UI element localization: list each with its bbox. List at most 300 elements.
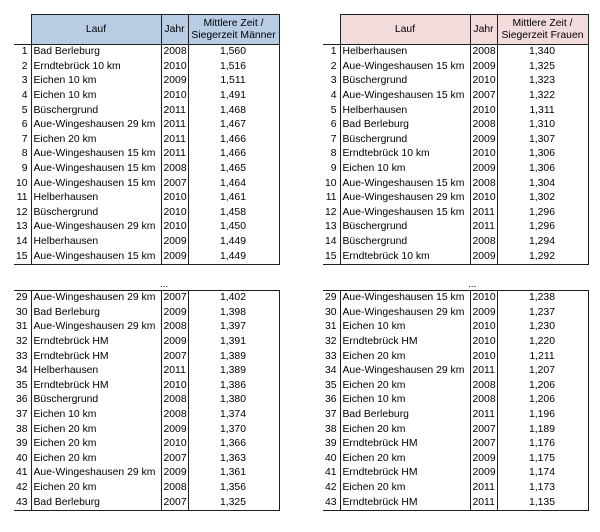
table-row bbox=[14, 89, 279, 104]
zeit-cell: 1,560 bbox=[188, 45, 279, 60]
jahr-cell: 2011 bbox=[470, 408, 497, 423]
table-row bbox=[323, 235, 588, 250]
zeit-cell: 1,458 bbox=[188, 206, 279, 221]
zeit-cell: 1,189 bbox=[497, 422, 588, 437]
table-row bbox=[323, 481, 588, 496]
rank-cell: 29 bbox=[14, 291, 31, 306]
lauf-cell: Eichen 20 km bbox=[340, 422, 470, 437]
rank-cell: 35 bbox=[323, 379, 340, 394]
zeit-cell: 1,230 bbox=[497, 320, 588, 335]
jahr-cell: 2007 bbox=[161, 176, 188, 191]
lauf-cell: Eichen 20 km bbox=[31, 452, 161, 467]
lauf-cell: Aue-Wingeshausen 29 km bbox=[340, 306, 470, 321]
table-row bbox=[14, 349, 279, 364]
zeit-cell: 1,449 bbox=[188, 249, 279, 264]
lauf-cell: Eichen 10 km bbox=[340, 162, 470, 177]
rank-cell: 37 bbox=[14, 408, 31, 423]
table-row bbox=[14, 162, 279, 177]
lauf-cell: Aue-Wingeshausen 29 km bbox=[31, 291, 161, 306]
table-row bbox=[323, 408, 588, 423]
rank-cell: 3 bbox=[323, 74, 340, 89]
lauf-cell: Eichen 20 km bbox=[31, 437, 161, 452]
zeit-cell: 1,325 bbox=[188, 495, 279, 510]
rank-cell: 2 bbox=[323, 60, 340, 75]
men-bottom-table bbox=[14, 290, 280, 511]
lauf-cell: Aue-Wingeshausen 15 km bbox=[31, 147, 161, 162]
zeit-cell: 1,310 bbox=[497, 118, 588, 133]
jahr-cell: 2010 bbox=[161, 60, 188, 75]
lauf-cell: Bad Berleburg bbox=[340, 118, 470, 133]
zeit-cell: 1,461 bbox=[188, 191, 279, 206]
rank-cell: 8 bbox=[14, 147, 31, 162]
men-top-body bbox=[14, 15, 279, 265]
rank-cell: 36 bbox=[323, 393, 340, 408]
lauf-cell: Bad Berleburg bbox=[31, 45, 161, 60]
jahr-cell: 2010 bbox=[470, 320, 497, 335]
rank-cell: 11 bbox=[323, 191, 340, 206]
table-row bbox=[323, 249, 588, 264]
jahr-cell: 2011 bbox=[470, 206, 497, 221]
zeit-cell: 1,340 bbox=[497, 45, 588, 60]
lauf-cell: Eichen 10 km bbox=[31, 89, 161, 104]
rank-cell: 40 bbox=[14, 452, 31, 467]
lauf-cell: Bad Berleburg bbox=[31, 306, 161, 321]
rank-cell: 4 bbox=[14, 89, 31, 104]
jahr-cell: 2007 bbox=[470, 422, 497, 437]
zeit-cell: 1,220 bbox=[497, 335, 588, 350]
jahr-cell: 2009 bbox=[161, 466, 188, 481]
zeit-cell: 1,391 bbox=[188, 335, 279, 350]
table-row bbox=[14, 320, 279, 335]
zeit-cell: 1,306 bbox=[497, 147, 588, 162]
rank-cell: 7 bbox=[323, 133, 340, 148]
zeit-cell: 1,296 bbox=[497, 220, 588, 235]
rank-cell: 13 bbox=[14, 220, 31, 235]
lauf-cell: Aue-Wingeshausen 15 km bbox=[31, 176, 161, 191]
zeit-cell: 1,292 bbox=[497, 249, 588, 264]
zeit-cell: 1,466 bbox=[188, 133, 279, 148]
table-row bbox=[14, 220, 279, 235]
table-row bbox=[14, 452, 279, 467]
table-row bbox=[14, 45, 279, 60]
zeit-cell: 1,464 bbox=[188, 176, 279, 191]
jahr-cell: 2011 bbox=[470, 481, 497, 496]
men-top-table bbox=[14, 14, 280, 265]
rank-cell: 43 bbox=[323, 495, 340, 510]
lauf-cell: Erndtebrück HM bbox=[31, 349, 161, 364]
zeit-cell: 1,466 bbox=[188, 147, 279, 162]
jahr-cell: 2010 bbox=[470, 335, 497, 350]
table-row bbox=[323, 220, 588, 235]
jahr-cell: 2009 bbox=[470, 452, 497, 467]
table-row bbox=[14, 191, 279, 206]
zeit-cell: 1,491 bbox=[188, 89, 279, 104]
jahr-cell: 2011 bbox=[470, 220, 497, 235]
table-row bbox=[14, 306, 279, 321]
jahr-cell: 2009 bbox=[470, 466, 497, 481]
lauf-cell: Eichen 20 km bbox=[340, 379, 470, 394]
jahr-cell: 2011 bbox=[161, 103, 188, 118]
jahr-cell: 2010 bbox=[470, 291, 497, 306]
jahr-cell: 2009 bbox=[470, 306, 497, 321]
lauf-cell: Erndtebrück 10 km bbox=[340, 249, 470, 264]
rank-cell: 39 bbox=[323, 437, 340, 452]
rank-cell: 1 bbox=[323, 45, 340, 60]
lauf-cell: Büschergrund bbox=[31, 206, 161, 221]
jahr-cell: 2008 bbox=[161, 162, 188, 177]
table-row bbox=[323, 335, 588, 350]
jahr-cell: 2008 bbox=[470, 176, 497, 191]
table-row bbox=[14, 466, 279, 481]
zeit-cell: 1,386 bbox=[188, 379, 279, 394]
jahr-cell: 2008 bbox=[161, 45, 188, 60]
rank-cell: 29 bbox=[323, 291, 340, 306]
men-bottom-body bbox=[14, 291, 279, 511]
rank-cell: 5 bbox=[323, 103, 340, 118]
jahr-cell: 2010 bbox=[470, 147, 497, 162]
jahr-cell: 2009 bbox=[161, 306, 188, 321]
rank-cell: 1 bbox=[14, 45, 31, 60]
zeit-cell: 1,294 bbox=[497, 235, 588, 250]
zeit-cell: 1,361 bbox=[188, 466, 279, 481]
table-row bbox=[14, 249, 279, 264]
table-row bbox=[14, 495, 279, 510]
zeit-cell: 1,370 bbox=[188, 422, 279, 437]
jahr-cell: 2010 bbox=[161, 220, 188, 235]
lauf-cell: Aue-Wingeshausen 15 km bbox=[31, 249, 161, 264]
zeit-cell: 1,325 bbox=[497, 60, 588, 75]
table-row bbox=[14, 118, 279, 133]
jahr-cell: 2011 bbox=[161, 118, 188, 133]
zeit-cell: 1,176 bbox=[497, 437, 588, 452]
zeit-cell: 1,173 bbox=[497, 481, 588, 496]
rank-cell: 39 bbox=[14, 437, 31, 452]
zeit-cell: 1,296 bbox=[497, 206, 588, 221]
lauf-cell: Erndtebrück HM bbox=[31, 379, 161, 394]
rank-cell: 14 bbox=[14, 235, 31, 250]
women-bottom-body bbox=[323, 291, 588, 511]
jahr-cell: 2009 bbox=[470, 60, 497, 75]
lauf-cell: Aue-Wingeshausen 29 km bbox=[31, 466, 161, 481]
table-row bbox=[14, 335, 279, 350]
zeit-cell: 1,206 bbox=[497, 379, 588, 394]
lauf-cell: Erndtebrück HM bbox=[31, 335, 161, 350]
lauf-cell: Erndtebrück 10 km bbox=[31, 60, 161, 75]
table-row bbox=[14, 176, 279, 191]
men-ellipsis: ... bbox=[160, 279, 169, 290]
table-row bbox=[323, 320, 588, 335]
jahr-cell: 2010 bbox=[470, 74, 497, 89]
header-lauf: Lauf bbox=[340, 15, 470, 45]
zeit-cell: 1,363 bbox=[188, 452, 279, 467]
jahr-cell: 2008 bbox=[470, 45, 497, 60]
rank-cell: 15 bbox=[323, 249, 340, 264]
rank-cell: 31 bbox=[14, 320, 31, 335]
jahr-cell: 2010 bbox=[161, 437, 188, 452]
jahr-cell: 2011 bbox=[470, 364, 497, 379]
jahr-cell: 2007 bbox=[161, 452, 188, 467]
zeit-cell: 1,207 bbox=[497, 364, 588, 379]
lauf-cell: Aue-Wingeshausen 29 km bbox=[31, 118, 161, 133]
table-row bbox=[14, 481, 279, 496]
jahr-cell: 2011 bbox=[470, 495, 497, 510]
lauf-cell: Helberhausen bbox=[340, 103, 470, 118]
zeit-cell: 1,356 bbox=[188, 481, 279, 496]
rank-cell: 30 bbox=[323, 306, 340, 321]
table-row bbox=[14, 206, 279, 221]
rank-cell: 10 bbox=[323, 176, 340, 191]
table-row bbox=[14, 60, 279, 75]
zeit-cell: 1,302 bbox=[497, 191, 588, 206]
rank-cell: 34 bbox=[14, 364, 31, 379]
jahr-cell: 2007 bbox=[161, 291, 188, 306]
lauf-cell: Büschergrund bbox=[340, 235, 470, 250]
rank-cell: 6 bbox=[323, 118, 340, 133]
jahr-cell: 2011 bbox=[161, 147, 188, 162]
table-row bbox=[323, 118, 588, 133]
zeit-cell: 1,175 bbox=[497, 452, 588, 467]
jahr-cell: 2008 bbox=[470, 393, 497, 408]
table-row bbox=[323, 45, 588, 60]
rank-cell: 41 bbox=[14, 466, 31, 481]
header-jahr: Jahr bbox=[470, 15, 497, 45]
table-row bbox=[323, 349, 588, 364]
lauf-cell: Helberhausen bbox=[340, 45, 470, 60]
zeit-cell: 1,465 bbox=[188, 162, 279, 177]
zeit-cell: 1,196 bbox=[497, 408, 588, 423]
rank-cell: 2 bbox=[14, 60, 31, 75]
lauf-cell: Bad Berleburg bbox=[31, 495, 161, 510]
zeit-cell: 1,311 bbox=[497, 103, 588, 118]
lauf-cell: Büschergrund bbox=[340, 133, 470, 148]
rank-cell: 8 bbox=[323, 147, 340, 162]
lauf-cell: Aue-Wingeshausen 15 km bbox=[340, 60, 470, 75]
jahr-cell: 2008 bbox=[470, 118, 497, 133]
zeit-cell: 1,467 bbox=[188, 118, 279, 133]
jahr-cell: 2010 bbox=[470, 349, 497, 364]
zeit-cell: 1,304 bbox=[497, 176, 588, 191]
rank-cell: 5 bbox=[14, 103, 31, 118]
rank-cell: 9 bbox=[323, 162, 340, 177]
lauf-cell: Aue-Wingeshausen 15 km bbox=[340, 176, 470, 191]
table-row bbox=[14, 422, 279, 437]
table-row bbox=[14, 147, 279, 162]
rank-cell: 31 bbox=[323, 320, 340, 335]
table-row bbox=[323, 364, 588, 379]
rank-cell: 38 bbox=[14, 422, 31, 437]
zeit-cell: 1,397 bbox=[188, 320, 279, 335]
rank-cell: 10 bbox=[14, 176, 31, 191]
table-row bbox=[323, 191, 588, 206]
jahr-cell: 2009 bbox=[470, 133, 497, 148]
lauf-cell: Helberhausen bbox=[31, 235, 161, 250]
rank-cell: 9 bbox=[14, 162, 31, 177]
rank-cell: 13 bbox=[323, 220, 340, 235]
lauf-cell: Eichen 20 km bbox=[340, 349, 470, 364]
lauf-cell: Helberhausen bbox=[31, 191, 161, 206]
jahr-cell: 2007 bbox=[161, 349, 188, 364]
rank-cell: 43 bbox=[14, 495, 31, 510]
table-row bbox=[323, 291, 588, 306]
table-row bbox=[323, 495, 588, 510]
lauf-cell: Erndtebrück HM bbox=[340, 335, 470, 350]
lauf-cell: Eichen 10 km bbox=[31, 74, 161, 89]
rank-cell: 32 bbox=[14, 335, 31, 350]
header-blank bbox=[14, 15, 31, 45]
table-row bbox=[14, 291, 279, 306]
women-ellipsis: ... bbox=[468, 279, 477, 290]
jahr-cell: 2010 bbox=[470, 103, 497, 118]
jahr-cell: 2008 bbox=[161, 393, 188, 408]
rank-cell: 14 bbox=[323, 235, 340, 250]
rank-cell: 40 bbox=[323, 452, 340, 467]
rank-cell: 7 bbox=[14, 133, 31, 148]
rank-cell: 33 bbox=[14, 349, 31, 364]
lauf-cell: Büschergrund bbox=[31, 393, 161, 408]
rank-cell: 3 bbox=[14, 74, 31, 89]
zeit-cell: 1,206 bbox=[497, 393, 588, 408]
lauf-cell: Eichen 20 km bbox=[340, 481, 470, 496]
jahr-cell: 2011 bbox=[161, 133, 188, 148]
rank-cell: 41 bbox=[323, 466, 340, 481]
rank-cell: 6 bbox=[14, 118, 31, 133]
rank-cell: 37 bbox=[323, 408, 340, 423]
zeit-cell: 1,516 bbox=[188, 60, 279, 75]
jahr-cell: 2010 bbox=[161, 191, 188, 206]
lauf-cell: Erndtebrück HM bbox=[340, 437, 470, 452]
header-jahr: Jahr bbox=[161, 15, 188, 45]
zeit-cell: 1,237 bbox=[497, 306, 588, 321]
table-row bbox=[323, 89, 588, 104]
lauf-cell: Eichen 20 km bbox=[31, 422, 161, 437]
table-row bbox=[14, 74, 279, 89]
lauf-cell: Aue-Wingeshausen 29 km bbox=[31, 320, 161, 335]
women-bottom-table bbox=[323, 290, 589, 511]
zeit-cell: 1,450 bbox=[188, 220, 279, 235]
table-row bbox=[14, 437, 279, 452]
table-row bbox=[323, 206, 588, 221]
women-top-body bbox=[323, 15, 588, 265]
zeit-cell: 1,135 bbox=[497, 495, 588, 510]
lauf-cell: Aue-Wingeshausen 15 km bbox=[340, 206, 470, 221]
zeit-cell: 1,380 bbox=[188, 393, 279, 408]
men-header-row bbox=[14, 15, 279, 45]
lauf-cell: Aue-Wingeshausen 15 km bbox=[340, 89, 470, 104]
jahr-cell: 2009 bbox=[161, 422, 188, 437]
jahr-cell: 2009 bbox=[161, 235, 188, 250]
table-row bbox=[323, 60, 588, 75]
jahr-cell: 2008 bbox=[161, 481, 188, 496]
jahr-cell: 2008 bbox=[470, 379, 497, 394]
zeit-cell: 1,238 bbox=[497, 291, 588, 306]
jahr-cell: 2007 bbox=[161, 495, 188, 510]
jahr-cell: 2010 bbox=[161, 379, 188, 394]
jahr-cell: 2009 bbox=[470, 162, 497, 177]
zeit-cell: 1,174 bbox=[497, 466, 588, 481]
lauf-cell: Aue-Wingeshausen 29 km bbox=[340, 364, 470, 379]
rank-cell: 30 bbox=[14, 306, 31, 321]
jahr-cell: 2009 bbox=[161, 74, 188, 89]
table-row bbox=[323, 147, 588, 162]
table-row bbox=[323, 133, 588, 148]
jahr-cell: 2007 bbox=[470, 89, 497, 104]
table-row bbox=[323, 176, 588, 191]
header-lauf: Lauf bbox=[31, 15, 161, 45]
rank-cell: 38 bbox=[323, 422, 340, 437]
lauf-cell: Eichen 20 km bbox=[31, 133, 161, 148]
zeit-cell: 1,307 bbox=[497, 133, 588, 148]
zeit-cell: 1,306 bbox=[497, 162, 588, 177]
table-row bbox=[14, 103, 279, 118]
rank-cell: 11 bbox=[14, 191, 31, 206]
table-row bbox=[14, 133, 279, 148]
table-row bbox=[323, 103, 588, 118]
table-row bbox=[323, 74, 588, 89]
rank-cell: 15 bbox=[14, 249, 31, 264]
rank-cell: 12 bbox=[14, 206, 31, 221]
lauf-cell: Aue-Wingeshausen 15 km bbox=[340, 291, 470, 306]
rank-cell: 36 bbox=[14, 393, 31, 408]
zeit-cell: 1,398 bbox=[188, 306, 279, 321]
lauf-cell: Aue-Wingeshausen 15 km bbox=[31, 162, 161, 177]
rank-cell: 42 bbox=[14, 481, 31, 496]
lauf-cell: Eichen 10 km bbox=[340, 393, 470, 408]
table-row bbox=[14, 408, 279, 423]
lauf-cell: Eichen 20 km bbox=[31, 481, 161, 496]
table-row bbox=[323, 306, 588, 321]
table-row bbox=[14, 235, 279, 250]
table-row bbox=[323, 393, 588, 408]
lauf-cell: Erndtebrück HM bbox=[340, 495, 470, 510]
women-header-row bbox=[323, 15, 588, 45]
rank-cell: 33 bbox=[323, 349, 340, 364]
table-row bbox=[14, 364, 279, 379]
jahr-cell: 2009 bbox=[161, 249, 188, 264]
jahr-cell: 2009 bbox=[161, 335, 188, 350]
lauf-cell: Büschergrund bbox=[31, 103, 161, 118]
table-row bbox=[323, 437, 588, 452]
table-row bbox=[323, 422, 588, 437]
jahr-cell: 2010 bbox=[161, 89, 188, 104]
zeit-cell: 1,211 bbox=[497, 349, 588, 364]
jahr-cell: 2007 bbox=[470, 437, 497, 452]
lauf-cell: Eichen 10 km bbox=[340, 320, 470, 335]
jahr-cell: 2011 bbox=[161, 364, 188, 379]
lauf-cell: Eichen 20 km bbox=[340, 452, 470, 467]
rank-cell: 34 bbox=[323, 364, 340, 379]
jahr-cell: 2010 bbox=[161, 206, 188, 221]
zeit-cell: 1,449 bbox=[188, 235, 279, 250]
table-row bbox=[14, 379, 279, 394]
lauf-cell: Eichen 10 km bbox=[31, 408, 161, 423]
lauf-cell: Helberhausen bbox=[31, 364, 161, 379]
lauf-cell: Büschergrund bbox=[340, 74, 470, 89]
lauf-cell: Aue-Wingeshausen 29 km bbox=[31, 220, 161, 235]
rank-cell: 32 bbox=[323, 335, 340, 350]
rank-cell: 35 bbox=[14, 379, 31, 394]
rank-cell: 42 bbox=[323, 481, 340, 496]
header-zeit-frauen: Mittlere Zeit / Siegerzeit Frauen bbox=[497, 15, 588, 45]
jahr-cell: 2008 bbox=[161, 320, 188, 335]
table-row bbox=[323, 379, 588, 394]
rank-cell: 4 bbox=[323, 89, 340, 104]
lauf-cell: Aue-Wingeshausen 29 km bbox=[340, 191, 470, 206]
women-top-table bbox=[323, 14, 589, 265]
table-row bbox=[323, 466, 588, 481]
zeit-cell: 1,511 bbox=[188, 74, 279, 89]
lauf-cell: Bad Berleburg bbox=[340, 408, 470, 423]
zeit-cell: 1,468 bbox=[188, 103, 279, 118]
